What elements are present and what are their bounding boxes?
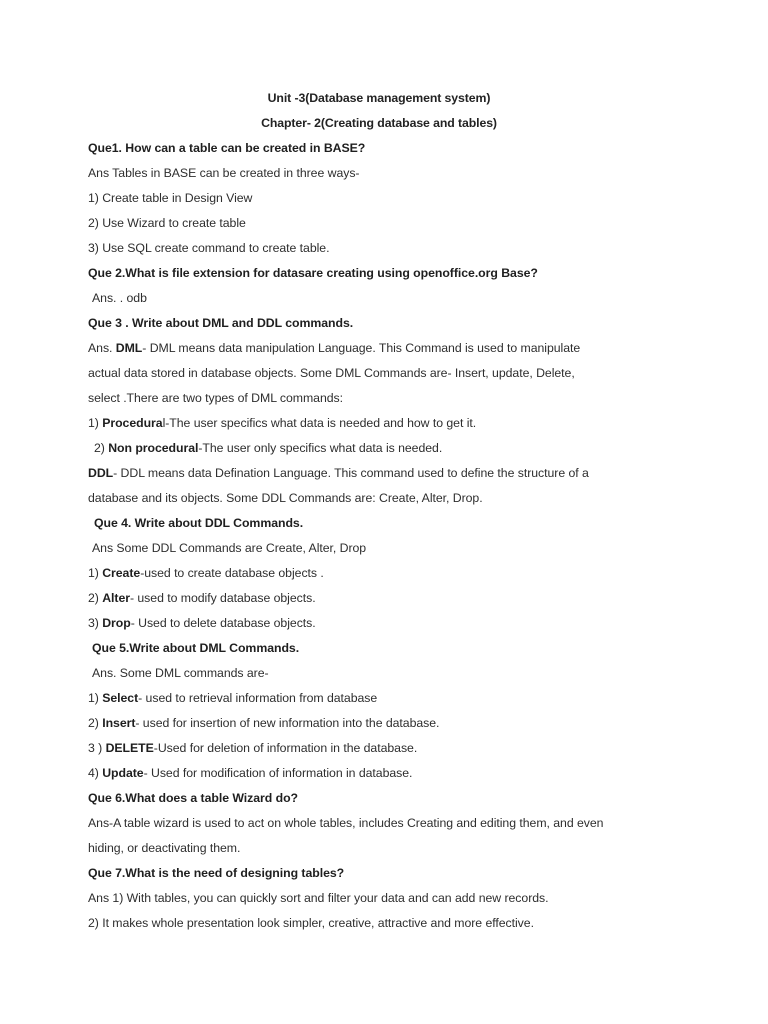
- question-5-heading: Que 5.Write about DML Commands.: [92, 641, 300, 655]
- term-update: Update: [102, 766, 144, 780]
- list-marker-1: 1): [88, 691, 103, 705]
- term-select: Select: [102, 691, 139, 705]
- question-6-answer-line-1: Ans-A table wizard is used to act on whole tables, includes Creating and editing them, and even: [88, 816, 604, 830]
- term-dml: DML: [115, 341, 143, 355]
- question-3-dml-type-2-text: -The user only specifics what data is needed.: [198, 441, 443, 455]
- question-1-answer-item-3: 3) Use SQL create command to create table.: [88, 241, 330, 255]
- list-marker-4: 4): [88, 766, 103, 780]
- term-drop: Drop: [102, 616, 131, 630]
- question-5-answer-intro: Ans. Some DML commands are-: [92, 666, 269, 680]
- question-4-answer-intro: Ans Some DDL Commands are Create, Alter, Drop: [92, 541, 367, 555]
- question-4-answer-item-1: [88, 561, 688, 586]
- question-6-answer-line-2: hiding, or deactivating them.: [88, 841, 241, 855]
- list-marker-1: 1): [88, 566, 103, 580]
- question-3-answer-line-2: actual data stored in database objects. Some DML Commands are- Insert, update, Delete,: [88, 366, 575, 380]
- list-marker-2: 2): [88, 591, 103, 605]
- question-1-answer-intro: Ans Tables in BASE can be created in three ways-: [88, 166, 360, 180]
- question-5-answer-item-4: [88, 761, 688, 786]
- list-marker-3: 3 ): [88, 741, 106, 755]
- question-3-answer-line-1: [88, 336, 688, 361]
- term-non-procedural: Non procedural: [108, 441, 199, 455]
- list-marker-2: 2): [88, 716, 103, 730]
- list-marker-2: 2): [94, 441, 109, 455]
- term-insert: Insert: [102, 716, 136, 730]
- question-7-answer-line-2: 2) It makes whole presentation look simpler, creative, attractive and more effective.: [88, 916, 534, 930]
- question-2-answer: Ans. . odb: [92, 291, 147, 305]
- list-marker-1: 1): [88, 416, 103, 430]
- question-5-answer-item-2: [88, 711, 688, 736]
- question-7-answer-line-1: Ans 1) With tables, you can quickly sort and filter your data and can add new records.: [88, 891, 549, 905]
- question-5-answer-item-1: [88, 686, 688, 711]
- question-4-heading: Que 4. Write about DDL Commands.: [94, 516, 304, 530]
- question-7-heading: Que 7.What is the need of designing tables?: [88, 866, 345, 880]
- question-4-answer-item-3-text: - Used to delete database objects.: [130, 616, 316, 630]
- question-3-heading: Que 3 . Write about DML and DDL commands.: [88, 316, 354, 330]
- question-5-answer-item-3-text: -Used for deletion of information in the database.: [153, 741, 418, 755]
- term-procedural: Procedura: [102, 416, 163, 430]
- question-1-heading: Que1. How can a table can be created in BASE?: [88, 141, 366, 155]
- question-4-answer-item-3: [88, 611, 688, 636]
- document-title-chapter: Chapter- 2(Creating database and tables): [261, 116, 497, 130]
- term-create: Create: [102, 566, 141, 580]
- question-3-ddl-line-1-rest: - DDL means data Defination Language. This command used to define the structure of a: [113, 466, 589, 480]
- term-alter: Alter: [102, 591, 130, 605]
- question-1-answer-item-1: 1) Create table in Design View: [88, 191, 253, 205]
- question-5-answer-item-1-text: - used to retrieval information from database: [138, 691, 378, 705]
- term-ddl: DDL: [88, 466, 114, 480]
- question-3-answer-line-3: select .There are two types of DML commands:: [88, 391, 343, 405]
- question-3-answer-line-1-rest: - DML means data manipulation Language. This Command is used to manipulate: [142, 341, 581, 355]
- question-5-answer-item-4-text: - Used for modification of information in database.: [143, 766, 413, 780]
- question-2-heading: Que 2.What is file extension for datasare creating using openoffice.org Base?: [88, 266, 538, 280]
- question-5-answer-item-2-text: - used for insertion of new information into the database.: [135, 716, 440, 730]
- question-4-answer-item-2: [88, 586, 688, 611]
- question-5-answer-item-3: [88, 736, 688, 761]
- question-4-answer-item-2-text: - used to modify database objects.: [129, 591, 316, 605]
- question-3-answer-prefix: Ans.: [88, 341, 116, 355]
- question-3-dml-type-2: [88, 436, 688, 461]
- list-marker-3: 3): [88, 616, 103, 630]
- question-3-ddl-line-1: [88, 461, 688, 486]
- question-3-ddl-line-2: database and its objects. Some DDL Commands are: Create, Alter, Drop.: [88, 491, 483, 505]
- question-4-answer-item-1-text: -used to create database objects .: [140, 566, 324, 580]
- question-6-heading: Que 6.What does a table Wizard do?: [88, 791, 298, 805]
- question-1-answer-item-2: 2) Use Wizard to create table: [88, 216, 246, 230]
- term-delete: DELETE: [105, 741, 154, 755]
- question-3-dml-type-1-text: l-The user specifics what data is needed and how to get it.: [162, 416, 477, 430]
- document-body: [88, 86, 688, 936]
- question-3-dml-type-1: [88, 411, 688, 436]
- document-title-unit: Unit -3(Database management system): [267, 91, 491, 105]
